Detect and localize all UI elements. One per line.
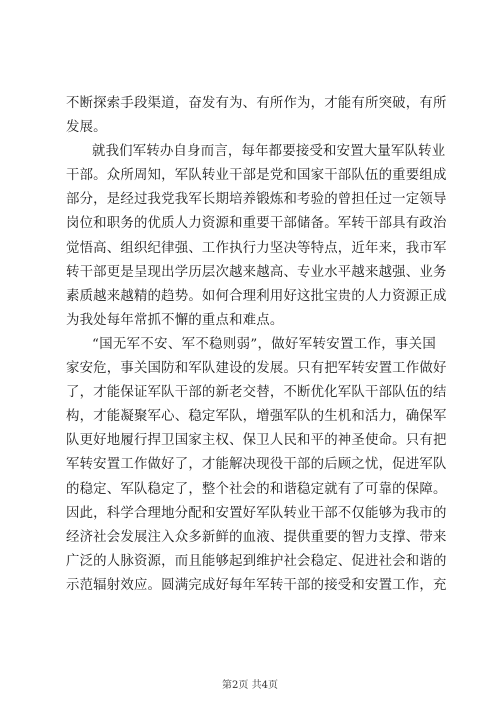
text-line: 为我处每年常抓不懈的重点和难点。 <box>66 312 284 328</box>
text-line: “国无军不安、军不稳则弱”，做好军转安置工作，事关国 <box>92 336 436 352</box>
page-number-footer: 第2页 共4页 <box>222 680 278 691</box>
text-line: 素质越来越精的趋势。如何合理利用好这批宝贵的人力资源正成 <box>66 288 447 304</box>
paragraph <box>66 333 447 598</box>
text-line: 了，才能保证军队干部的新老交替，不断优化军队干部队伍的结 <box>66 385 447 401</box>
text-line: 发展。 <box>66 120 107 136</box>
text-line: 队更好地履行捍卫国家主权、保卫人民和平的神圣使命。只有把 <box>66 433 447 449</box>
document-body <box>66 92 447 598</box>
text-line: 构，才能凝聚军心、稳定军队，增强军队的生机和活力，确保军 <box>66 409 447 425</box>
paragraph <box>66 92 447 140</box>
text-line: 转干部更是呈现出学历层次越来越高、专业水平越来越强、业务 <box>66 264 447 280</box>
text-line: 经济社会发展注入众多新鲜的血液、提供重要的智力支撑、带来 <box>66 529 447 545</box>
text-line: 岗位和职务的优质人力资源和重要干部储备。军转干部具有政治 <box>66 216 447 232</box>
text-line: 广泛的人脉资源，而且能够起到维护社会稳定、促进社会和谐的 <box>66 553 447 569</box>
text-line: 家安危，事关国防和军队建设的发展。只有把军转安置工作做好 <box>66 361 447 377</box>
text-line: 的稳定、军队稳定了，整个社会的和谐稳定就有了可靠的保障。 <box>66 481 447 497</box>
text-line: 示范辐射效应。圆满完成好每年军转干部的接受和安置工作，充 <box>66 577 447 593</box>
text-line: 部分，是经过我党我军长期培养锻炼和考验的曾担任过一定领导 <box>66 192 447 208</box>
text-line: 军转安置工作做好了，才能解决现役干部的后顾之忧，促进军队 <box>66 457 447 473</box>
text-line: 因此，科学合理地分配和安置好军队转业干部不仅能够为我市的 <box>66 505 447 521</box>
text-line: 觉悟高、组织纪律强、工作执行力坚决等特点，近年来，我市军 <box>66 240 447 256</box>
text-line: 就我们军转办自身而言，每年都要接受和安置大量军队转业 <box>92 144 446 160</box>
text-line: 干部。众所周知，军队转业干部是党和国家干部队伍的重要组成 <box>66 168 447 184</box>
text-line: 不断探索手段渠道，奋发有为、有所作为，才能有所突破，有所 <box>66 96 447 111</box>
paragraph <box>66 140 447 333</box>
